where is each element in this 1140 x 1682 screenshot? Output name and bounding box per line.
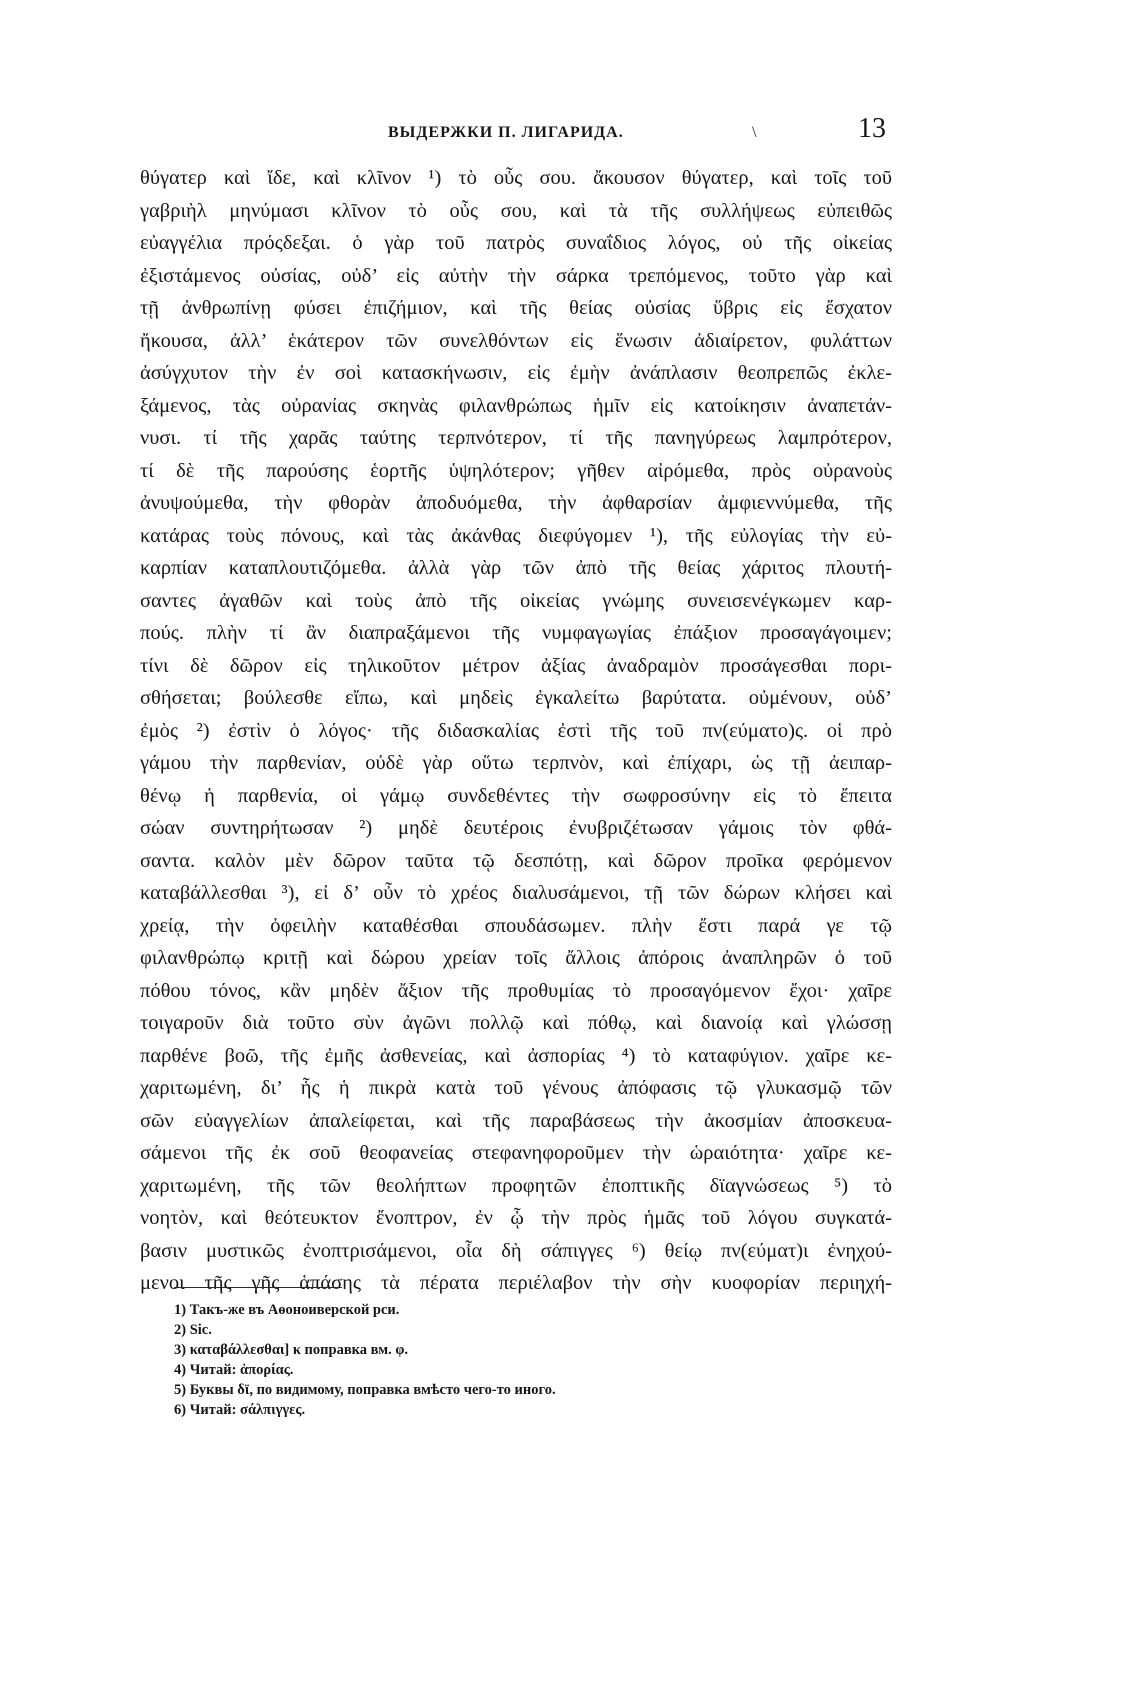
text-line: τοιγαροῦν διὰ τοῦτο σὺν ἀγῶνι πολλῷ καὶ πόθῳ, καὶ διανοίᾳ καὶ γλώσσῃ [140, 1012, 892, 1034]
text-line: χαριτωμένη, δι’ ἧς ἡ πικρὰ κατὰ τοῦ γένους ἀπόφασις τῷ γλυκασμῷ τῶν [140, 1077, 892, 1099]
text-line: φιλανθρώπῳ κριτῇ καὶ δώρου χρείαν τοῖς ἄλλοις ἀπόροις ἀναπληρῶν ὁ τοῦ [140, 947, 892, 969]
footnote: 3) καταβάλλεσθαι] κ поправка вм. φ. [174, 1342, 409, 1358]
text-line: σώαν συντηρήτωσαν ²) μηδὲ δευτέροις ἐνυβριζέτωσαν γάμοις τὸν φθά- [140, 817, 892, 839]
text-line: σθήσεται; βούλεσθε εἴπω, καὶ μηδεὶς ἐγκαλείτω βαρύτατα. οὐμένουν, οὐδ’ [140, 687, 892, 709]
text-line: νυσι. τί τῆς χαρᾶς ταύτης τερπνότερον, τί τῆς πανηγύρεως λαμπρότερον, [140, 427, 892, 449]
footnotes [174, 1300, 874, 1420]
text-line: σαντες ἀγαθῶν καὶ τοὺς ἀπὸ τῆς οἰκείας γνώμης συνεισενέγκωμεν καρ- [140, 589, 892, 612]
page-number: 13 [858, 113, 886, 144]
footnote: 1) Такъ-же въ Аѳонoиверской рси. [174, 1302, 400, 1318]
text-line: πόθου τόνος, κἂν μηδὲν ἄξιον τῆς προθυμίας τὸ προσαγόμενον ἔχοι· χαῖρε [140, 979, 892, 1002]
text-line: τίνι δὲ δῶρον εἰς τηλικοῦτον μέτρον ἀξίας ἀναδραμὸν προσάγεσθαι πορι- [140, 654, 892, 677]
text-line: θύγατερ καὶ ἴδε, καὶ κλῖνον ¹) τὸ οὖς σου. ἄκουσον θύγατερ, καὶ τοῖς τοῦ [140, 167, 892, 189]
text-line: εὐαγγέλια πρόςδεξαι. ὁ γὰρ τοῦ πατρὸς συναΐδιος λόγος, οὐ τῆς οἰκείας [140, 232, 892, 254]
text-line: ἀνυψούμεθα, τὴν φθορὰν ἀποδυόμεθα, τὴν ἀφθαρσίαν ἀμφιεννύμεθα, τῆς [140, 492, 892, 514]
text-line: γάμου τὴν παρθενίαν, οὐδὲ γὰρ οὕτω τερπνὸν, καὶ ἐπίχαρι, ὡς τῇ ἀειπαρ- [140, 752, 892, 774]
text-line: σαντα. καλὸν μὲν δῶρον ταῦτα τῷ δεσπότῃ, καὶ δῶρον προῖκα φερόμενον [140, 849, 892, 872]
text-line: χαριτωμένη, τῆς τῶν θεολήπτων προφητῶν ἐποπτικῆς δϊαγνώσεως ⁵) τὸ [140, 1174, 892, 1197]
text-line: τῇ ἀνθρωπίνῃ φύσει ἐπιζήμιον, καὶ τῆς θείας οὐσίας ὕβρις εἰς ἔσχατον [140, 297, 892, 319]
footnote-divider [174, 1287, 342, 1288]
text-line: θένῳ ἡ παρθενία, οἱ γάμῳ συνδεθέντες τὴν σωφροσύνην εἰς τὸ ἔπειτα [140, 784, 892, 807]
header-stray-mark: \ [752, 124, 757, 141]
text-line: βασιν μυστικῶς ἐνοπτρισάμενοι, οἷα δὴ σάπιγγες ⁶) θείῳ πν(εύματ)ι ἐνηχού- [140, 1239, 892, 1262]
running-header: ВЫДЕРЖКИ П. ЛИГАРИДА. [388, 124, 624, 141]
footnote: 4) Читай: ἀπορίας. [174, 1362, 294, 1378]
text-line: παρθένε βοῶ, τῆς ἐμῆς ἀσθενείας, καὶ ἀσπορίας ⁴) τὸ καταφύγιον. χαῖρε κε- [140, 1044, 892, 1067]
text-line: σῶν εὐαγγελίων ἀπαλείφεται, καὶ τῆς παραβάσεως τὴν ἀκοσμίαν ἀποσκευα- [140, 1109, 892, 1132]
text-line: ἀσύγχυτον τὴν ἐν σοὶ κατασκήνωσιν, εἰς ἐμὴν ἀνάπλασιν θεοπρεπῶς ἐκλε- [140, 362, 892, 384]
text-line: νοητὸν, καὶ θεότευκτον ἔνοπτρον, ἐν ᾧ τὴν πρὸς ἡμᾶς τοῦ λόγου συγκατά- [140, 1207, 892, 1229]
text-line: ἤκουσα, ἀλλ’ ἑκάτερον τῶν συνελθόντων εἰς ἕνωσιν ἀδιαίρετον, φυλάττων [140, 329, 892, 352]
text-line: πούς. πλὴν τί ἂν διαπραξάμενοι τῆς νυμφαγωγίας ἐπάξιον προσαγάγοιμεν; [140, 622, 892, 644]
footnote: 6) Читай: σάλπιγγες. [174, 1402, 306, 1418]
text-line: μενοι τῆς γῆς ἁπάσης τὰ πέρατα περιέλαβον τὴν σὴν κυοφορίαν περιηχή- [140, 1272, 892, 1294]
text-line: χρείᾳ, τὴν ὀφειλὴν καταθέσθαι σπουδάσωμεν. πλὴν ἔστι παρά γε τῷ [140, 914, 892, 937]
main-text [140, 162, 892, 1300]
text-line: καρπίαν καταπλουτιζόμεθα. ἀλλὰ γὰρ τῶν ἀπὸ τῆς θείας χάριτος πλουτή- [140, 557, 892, 579]
text-line: ἐμὸς ²) ἐστὶν ὁ λόγος· τῆς διδασκαλίας ἐστὶ τῆς τοῦ πν(εύματο)ς. οἱ πρὸ [140, 719, 892, 742]
text-line: ξάμενος, τὰς οὐρανίας σκηνὰς φιλανθρώπως ἡμῖν εἰς κατοίκησιν ἀναπετάν- [140, 394, 892, 417]
text-line: κατάρας τοὺς πόνους, καὶ τὰς ἀκάνθας διεφύγομεν ¹), τῆς εὐλογίας τὴν εὐ- [140, 524, 892, 547]
text-line: ἐξιστάμενος οὐσίας, οὐδ’ εἰς αὐτὴν τὴν σάρκα τρεπόμενος, τοῦτο γὰρ καὶ [140, 264, 892, 287]
text-line: τί δὲ τῆς παρούσης ἑορτῆς ὑψηλότερον; γῆθεν αἰρόμεθα, πρὸς οὐρανοὺς [140, 459, 892, 482]
footnote: 2) Sic. [174, 1322, 212, 1338]
text-line: καταβάλλεσθαι ³), εἰ δ’ οὖν τὸ χρέος διαλυσάμενοι, τῇ τῶν δώρων κλήσει καὶ [140, 882, 892, 904]
text-line: σάμενοι τῆς ἐκ σοῦ θεοφανείας στεφανηφοροῦμεν τὴν ὡραιότητα· χαῖρε κε- [140, 1142, 892, 1164]
footnote: 5) Буквы δϊ, по видимому, поправка вмѣсто чего-то иного. [174, 1382, 556, 1398]
text-line: γαβριὴλ μηνύμασι κλῖνον τὸ οὖς σου, καὶ τὰ τῆς συλλήψεως εὐπειθῶς [140, 199, 892, 222]
